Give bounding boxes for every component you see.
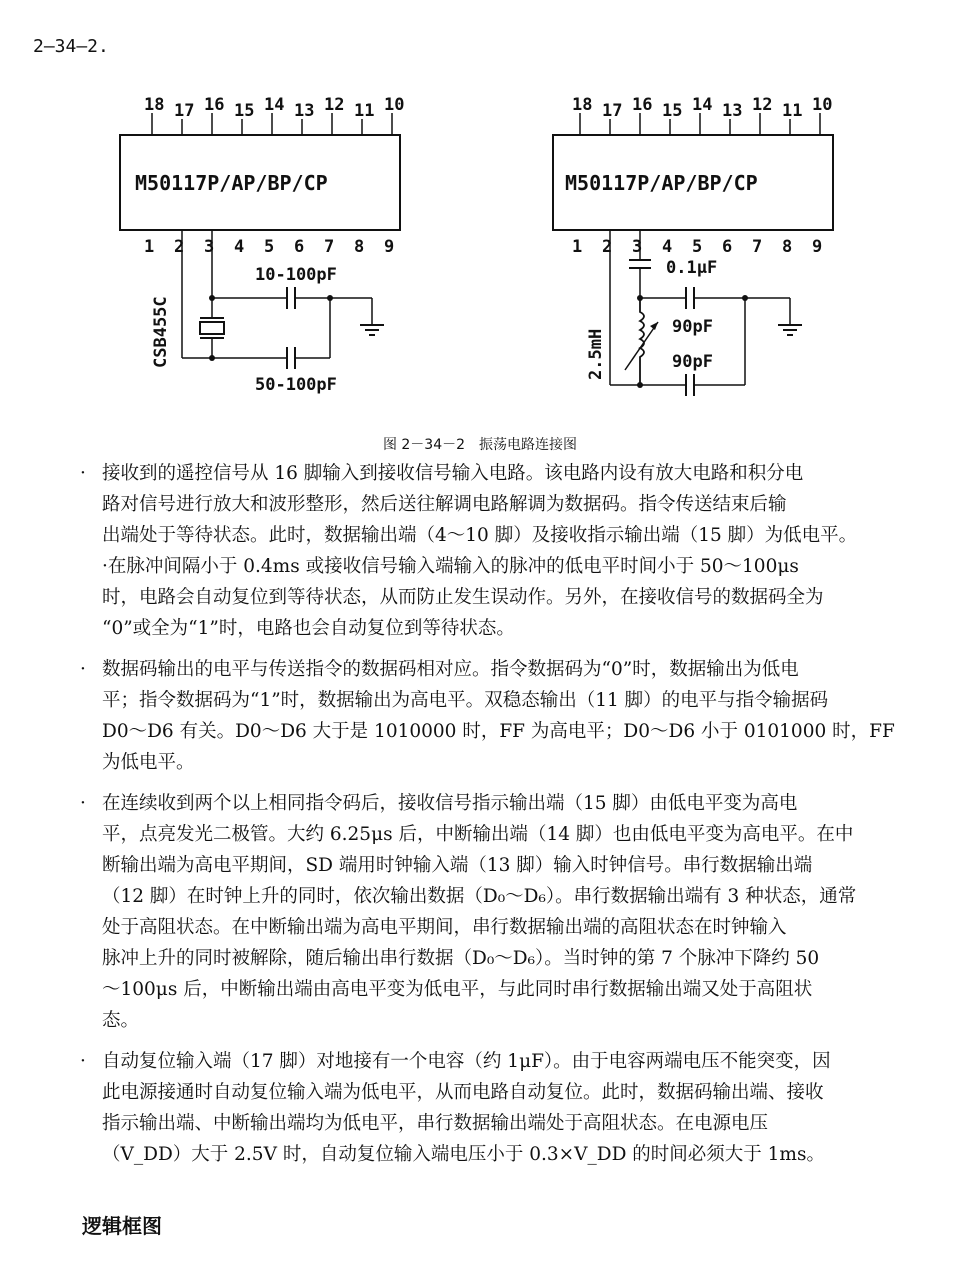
text-line: （V_DD）大于 2.5V 时，自动复位输入端电压小于 0.3×V_DD 的时间必须大于 1ms。 — [102, 1144, 825, 1165]
pin-label: 10 — [812, 95, 833, 115]
right-cap1 — [686, 287, 694, 309]
left-cap1-label: 10-100pF — [255, 265, 337, 285]
figure-caption: 图 2－34－2 振荡电路连接图 — [382, 437, 578, 453]
pin-label: 14 — [692, 95, 713, 115]
pin-label: 12 — [752, 95, 773, 115]
pin-label: 7 — [324, 237, 335, 257]
text-line: 态。 — [102, 1010, 140, 1031]
bullet-paragraph — [80, 1046, 910, 1170]
pin-label: 10 — [384, 95, 405, 115]
bullet-marker: · — [80, 1051, 86, 1072]
text-line: 路对信号进行放大和波形整形，然后送往解调电路解调为数据码。指令传送结束后输 — [102, 494, 787, 515]
pin-label: 7 — [752, 237, 763, 257]
text-line: 在连续收到两个以上相同指令码后，接收信号指示输出端（15 脚）由低电平变为高电 — [102, 793, 798, 814]
text-line: 出端处于等待状态。此时，数据输出端（4～10 脚）及接收指示输出端（15 脚）为低电平。 — [102, 525, 858, 546]
text-line: 此电源接通时自动复位输入端为低电平，从而电路自动复位。此时，数据码输出端、接收 — [102, 1082, 824, 1103]
left-cap1 — [287, 287, 295, 309]
bullet-marker: · — [80, 463, 86, 484]
text-line: 时，电路会自动复位到等待状态，从而防止发生误动作。另外，在接收信号的数据码全为 — [102, 587, 824, 608]
text-line: 处于高阻状态。在中断输出端为高电平期间，串行数据输出端的高阻状态在时钟输入 — [102, 917, 787, 938]
right-cap1-label: 90pF — [672, 317, 713, 337]
body-text — [80, 458, 910, 1180]
pin-label: 6 — [294, 237, 305, 257]
left-chip-top-pins — [144, 95, 404, 135]
pin-label: 3 — [632, 237, 643, 257]
resonator-label: CSB455C — [151, 296, 171, 368]
right-chip-top-pins — [572, 95, 832, 135]
pin-label: 12 — [324, 95, 345, 115]
text-line: （12 脚）在时钟上升的同时，依次输出数据（D₀～D₆）。串行数据输出端有 3 种状态，通常 — [102, 886, 857, 907]
ground-icon — [360, 298, 384, 335]
text-line: 为低电平。 — [102, 752, 195, 773]
text-line: 平；指令数据码为“1”时，数据输出为高电平。双稳态输出（11 脚）的电平与指令输据码 — [102, 690, 829, 711]
pin-label: 2 — [602, 237, 613, 257]
pin-label: 13 — [722, 101, 743, 121]
text-line: 断输出端为高电平期间，SD 端用时钟输入端（13 脚）输入时钟信号。串行数据输出端 — [102, 855, 813, 876]
pin-label: 17 — [602, 101, 623, 121]
text-line: D0～D6 有关。D0～D6 大于是 1010000 时，FF 为高电平；D0～D6 小于 0101000 时，FF — [102, 721, 895, 742]
pin-label: 4 — [662, 237, 673, 257]
pin-label: 17 — [174, 101, 195, 121]
pin-label: 18 — [144, 95, 165, 115]
left-chip-label: M50117P/AP/BP/CP — [135, 171, 328, 195]
pin-label: 5 — [264, 237, 275, 257]
text-line: 数据码输出的电平与传送指令的数据码相对应。指令数据码为“0”时，数据输出为低电 — [102, 659, 799, 680]
right-chip-label: M50117P/AP/BP/CP — [565, 171, 758, 195]
pin-label: 16 — [632, 95, 653, 115]
pin-label: 15 — [234, 101, 255, 121]
text-line: ～100μs 后，中断输出端由高电平变为低电平，与此同时串行数据输出端又处于高阻状 — [102, 979, 813, 1000]
pin-label: 6 — [722, 237, 733, 257]
text-line: 自动复位输入端（17 脚）对地接有一个电容（约 1μF）。由于电容两端电压不能突变，因 — [102, 1051, 831, 1072]
left-chip-circuit — [120, 95, 404, 395]
pin-label: 2 — [174, 237, 185, 257]
pin-label: 18 — [572, 95, 593, 115]
pin-label: 11 — [354, 101, 375, 121]
text-line: 脉冲上升的同时被解除，随后输出串行数据（D₀～D₆）。当时钟的第 7 个脉冲下降约 50 — [102, 948, 820, 969]
right-chip-circuit — [553, 95, 833, 396]
oscillator-circuit-diagrams — [0, 80, 960, 430]
bullet-paragraph — [80, 788, 910, 1036]
pin-label: 14 — [264, 95, 285, 115]
left-cap2-label: 50-100pF — [255, 375, 337, 395]
left-cap2 — [287, 347, 295, 369]
pin-label: 1 — [144, 237, 155, 257]
text-line: ·在脉冲间隔小于 0.4ms 或接收信号输入端输入的脉冲的低电平时间小于 50～100μs — [102, 556, 799, 577]
resonator-icon — [200, 318, 224, 338]
right-cap0 — [629, 260, 651, 268]
text-line: 指示输出端、中断输出端均为低电平，串行数据输出端处于高阻状态。在电源电压 — [102, 1113, 769, 1134]
text-line: 平，点亮发光二极管。大约 6.25μs 后，中断输出端（14 脚）也由低电平变为高电平。在中 — [102, 824, 854, 845]
pin-label: 4 — [234, 237, 245, 257]
bullet-paragraph — [80, 654, 910, 778]
inductor-label: 2.5mH — [586, 328, 606, 380]
bullet-marker: · — [80, 793, 86, 814]
pin-label: 1 — [572, 237, 583, 257]
pin-label: 15 — [662, 101, 683, 121]
pin-label: 11 — [782, 101, 803, 121]
pin-label: 16 — [204, 95, 225, 115]
right-cap2 — [686, 374, 694, 396]
pin-label: 8 — [782, 237, 793, 257]
pin-label: 9 — [384, 237, 395, 257]
pin-label: 3 — [204, 237, 215, 257]
bullet-paragraph — [80, 458, 910, 644]
pin-label: 8 — [354, 237, 365, 257]
right-cap0-label: 0.1μF — [666, 258, 718, 278]
pin-label: 13 — [294, 101, 315, 121]
section-title: 逻辑框图 — [82, 1214, 162, 1238]
pin-label: 9 — [812, 237, 823, 257]
text-line: “0”或全为“1”时，电路也会自动复位到等待状态。 — [102, 618, 515, 639]
bullet-marker: · — [80, 659, 86, 680]
pin-label: 5 — [692, 237, 703, 257]
page-number: 2—34—2. — [33, 36, 109, 57]
circuit-svg — [0, 80, 960, 430]
ground-icon — [778, 298, 802, 335]
text-line: 接收到的遥控信号从 16 脚输入到接收信号输入电路。该电路内设有放大电路和积分电 — [102, 463, 804, 484]
variable-inductor-icon — [625, 298, 658, 385]
right-cap2-label: 90pF — [672, 352, 713, 372]
